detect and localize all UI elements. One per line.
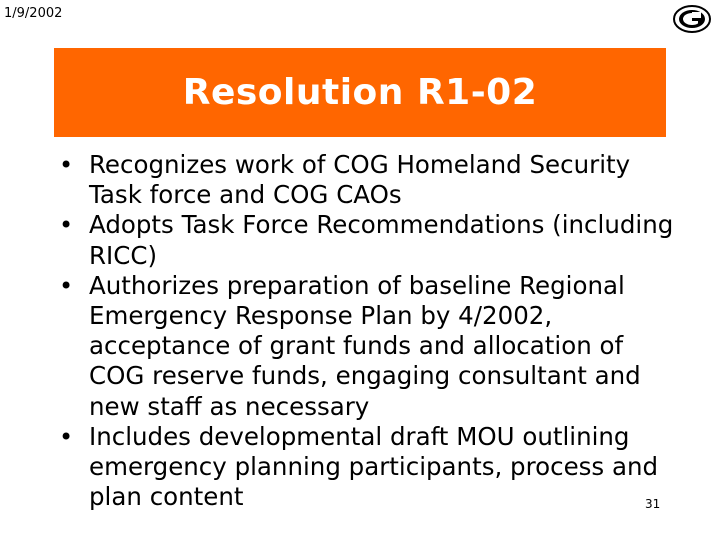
bullet-item bbox=[54, 422, 674, 513]
cog-logo-icon bbox=[672, 4, 712, 34]
slide-title: Resolution R1-02 bbox=[182, 72, 538, 113]
bullet-text: Recognizes work of COG Homeland Security Task force and COG CAOs bbox=[89, 150, 631, 210]
bullet-text: Authorizes preparation of baseline Regional Emergency Response Plan by 4/2002, acceptance of grant funds and allocation of COG reserve funds, engaging consultant and new staff as necessary bbox=[89, 270, 641, 421]
title-band bbox=[54, 48, 666, 137]
bullet-item bbox=[54, 271, 674, 422]
bullet-dot-icon: • bbox=[59, 211, 74, 240]
bullet-text: Adopts Task Force Recommendations (including RICC) bbox=[89, 210, 674, 270]
bullet-dot-icon: • bbox=[59, 271, 74, 300]
bullet-item bbox=[54, 210, 674, 270]
bullet-text: Includes developmental draft MOU outlining emergency planning participants, process and plan content bbox=[89, 421, 659, 512]
bullet-item bbox=[54, 150, 674, 210]
bullet-list bbox=[54, 150, 674, 512]
bullet-dot-icon: • bbox=[59, 422, 74, 451]
page-number: 31 bbox=[645, 497, 661, 511]
slide-date: 1/9/2002 bbox=[4, 6, 63, 21]
bullet-dot-icon: • bbox=[59, 151, 74, 179]
